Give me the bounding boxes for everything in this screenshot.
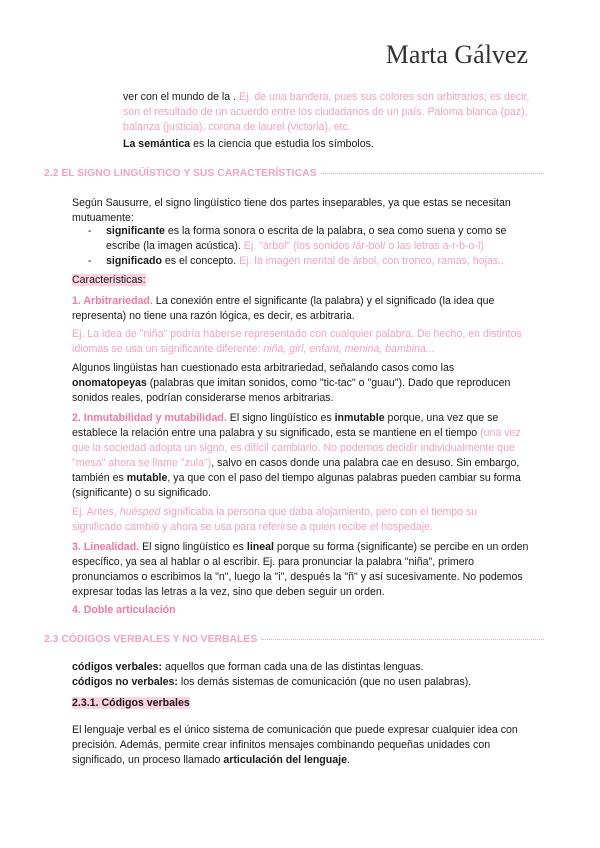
c3-text: porque su forma (significante) se percibe en un orden específico, ya sea al hablar o al escribir. Ej. para pronunciar la palabra "niña", primero pronunciamos o escribimos la "n", luego la "i", después la "ñ" y así sucesivamente. No podemos expresar todas las letras a la vez, sino que deben seguir un orden. xyxy=(72,541,529,598)
onomat-term: onomatopeyas xyxy=(72,377,147,389)
c3-term: lineal xyxy=(246,541,274,553)
intro-example: Ej. de una bandera, pues sus colores son arbitrarios; es decir, son el resultado de un acuerdo entre los ciudadanos de un país. Paloma blanca (paz), balanza (justicia), corona de laurel (victoria), etc. xyxy=(123,91,530,133)
item-text: es el concepto. xyxy=(161,255,240,267)
para-text: . xyxy=(346,754,350,766)
item-text: es la forma sonora o escrita de la palabra, o sea como suena y como se escribe (la imagen acústica). xyxy=(106,225,507,252)
author-name: Marta Gálvez xyxy=(385,40,528,69)
semantica-term: La semántica xyxy=(123,138,191,150)
c2-text: El signo lingüístico es xyxy=(226,412,335,424)
sub-heading: 2.3.1. Códigos verbales xyxy=(72,697,190,709)
heading-rule xyxy=(321,173,544,174)
codigos-text: los demás sistemas de comunicación (que no usen palabras). xyxy=(177,676,472,688)
section-heading-2-2 xyxy=(44,166,544,181)
c1-example xyxy=(72,327,530,357)
c2-aside: (una vez que la sociedad adopta un signo, es difícil cambiarlo. No podemos decidir individualmente que "mesa" ahora se llame "zula") xyxy=(72,427,521,469)
section-heading-2-3 xyxy=(44,632,544,647)
heading-rule xyxy=(261,639,544,640)
semantica-paragraph xyxy=(123,137,530,152)
section-title: 2.3 CÓDIGOS VERBALES Y NO VERBALES xyxy=(44,634,258,645)
c2-term: mutable xyxy=(126,472,168,484)
item-example: Ej. "árbol" (los sonidos /ár-bol/ o las letras a-r-b-o-l) xyxy=(243,240,484,252)
term-significante: significante xyxy=(106,225,165,237)
section-title: 2.2 EL SIGNO LINGÜÍSTICO Y SUS CARACTERÍSTICAS xyxy=(44,168,317,179)
caracteristicas-label: Características: xyxy=(72,274,146,286)
c1-paragraph xyxy=(72,294,530,324)
onomat-text: Algunos lingüistas han cuestionado esta arbitrariedad, señalando casos como las xyxy=(72,362,455,374)
parts-list xyxy=(88,224,530,269)
c3-title: 3. Linealidad. xyxy=(72,541,140,553)
c2-title: 2. Inmutabilidad y mutabilidad. xyxy=(72,412,227,424)
c2-example-word: huésped xyxy=(119,506,161,518)
onomat-text: (palabras que imitan sonidos, como "tic-tac" o "guau"). Dado que reproducen sonidos reales, podrían considerarse menos arbitrarias. xyxy=(72,377,511,404)
c1-title: 1. Arbitrariedad. xyxy=(72,295,153,307)
codigos-no-verbales-line xyxy=(72,675,530,690)
list-item xyxy=(88,224,530,254)
c1-text: La conexión entre el significante (la palabra) y el significado (la idea que representa) no tiene una razón lógica, es decir, es arbitraria. xyxy=(72,295,495,322)
c3-text: El signo lingüístico es xyxy=(139,541,247,553)
list-item xyxy=(88,254,530,269)
caracteristicas-label-wrap xyxy=(72,273,530,288)
codigos-no-verbales-term: códigos no verbales: xyxy=(72,676,178,688)
c3-paragraph xyxy=(72,540,530,600)
onomatopeyas-paragraph xyxy=(72,361,530,406)
semantica-text: es la ciencia que estudia los símbolos. xyxy=(190,138,374,150)
c2-text: , ya que con el paso del tiempo algunas palabras pueden cambiar su forma (significante) o su significado. xyxy=(72,472,521,499)
intro-text: ver con el mundo de la . xyxy=(123,91,240,103)
articulacion-term: articulación del lenguaje xyxy=(223,754,347,766)
codigos-verbales-line xyxy=(72,660,530,675)
c1-example-words: niña, girl, enfant, menina, bambina... xyxy=(263,343,435,355)
codigos-text: aquellos que forman cada una de las distintas lenguas. xyxy=(162,661,424,673)
c2-example xyxy=(72,505,530,535)
c2-example-text: Ej. Antes, xyxy=(72,506,120,518)
c2-text: porque, una vez que se establece la relación entre una palabra y su significado, esta se mantiene en el tiempo xyxy=(72,412,499,439)
c2-term: inmutable xyxy=(334,412,385,424)
intro-paragraph xyxy=(123,90,530,135)
c2-text: , salvo en casos donde una palabra cae en desuso. Sin embargo, también es xyxy=(72,457,520,484)
c4-title: 4. Doble articulación xyxy=(72,604,176,616)
c1-example-text: Ej. La idea de "niña" podría haberse representado con cualquier palabra. De hecho, en distintos idiomas se usa un significante diferente: xyxy=(72,328,522,355)
codigos-verbales-term: códigos verbales: xyxy=(72,661,163,673)
item-example: Ej. la imagen mental de árbol, con tronco, ramas, hojas.. xyxy=(239,255,505,267)
lenguaje-verbal-paragraph xyxy=(72,723,530,768)
sausurre-intro: Según Sausurre, el signo lingüístico tiene dos partes inseparables, ya que estas se necesitan mutuamente: xyxy=(72,197,511,224)
sub-heading-wrap xyxy=(72,696,530,711)
c4-paragraph xyxy=(72,603,530,618)
term-significado: significado xyxy=(106,255,162,267)
c2-example-text: significaba la persona que daba alojamiento, pero con el tiempo su significado cambió y ahora se usa para referirse a quien recibe el hospedaje. xyxy=(72,506,478,533)
c2-paragraph xyxy=(72,411,530,501)
para-text: El lenguaje verbal es el único sistema de comunicación que puede expresar cualquier idea con precisión. Además, permite crear infinitos mensajes combinando pequeñas unidades con significado, un proceso llamado xyxy=(72,724,518,766)
